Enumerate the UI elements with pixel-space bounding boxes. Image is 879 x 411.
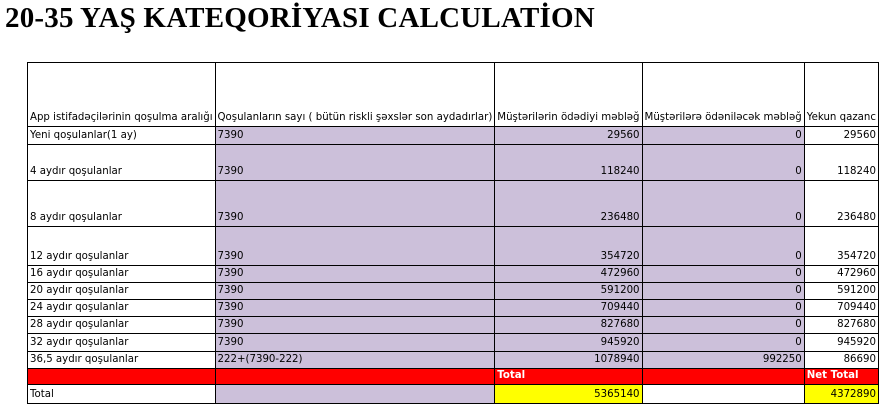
row-label[interactable]: 28 aydır qoşulanlar (28, 317, 216, 334)
row-count[interactable]: 222+(7390-222) (215, 352, 495, 369)
row-profit[interactable]: 472960 (804, 266, 878, 283)
header-count[interactable]: Qoşulanların sayı ( bütün riskli şəxslər son aydadırlar) (215, 63, 495, 127)
row-profit[interactable]: 118240 (804, 145, 878, 181)
total-row-label[interactable]: Total (28, 385, 216, 404)
row-count[interactable]: 7390 (215, 317, 495, 334)
row-count[interactable]: 7390 (215, 334, 495, 352)
table-row (28, 227, 879, 266)
red-cell[interactable] (642, 369, 804, 385)
row-profit[interactable]: 86690 (804, 352, 878, 369)
row-profit[interactable]: 945920 (804, 334, 878, 352)
total-row (28, 385, 879, 404)
row-label[interactable]: 32 aydır qoşulanlar (28, 334, 216, 352)
row-paid[interactable]: 29560 (495, 127, 642, 145)
table-row (28, 127, 879, 145)
net-total-value[interactable]: 4372890 (804, 385, 878, 404)
row-payable[interactable]: 0 (642, 145, 804, 181)
row-payable[interactable]: 0 (642, 283, 804, 300)
row-count[interactable]: 7390 (215, 300, 495, 317)
net-total-label[interactable]: Net Total (804, 369, 878, 385)
row-paid[interactable]: 472960 (495, 266, 642, 283)
red-cell[interactable] (28, 369, 216, 385)
row-label[interactable]: 20 aydır qoşulanlar (28, 283, 216, 300)
row-label[interactable]: 4 aydır qoşulanlar (28, 145, 216, 181)
row-label[interactable]: 12 aydır qoşulanlar (28, 227, 216, 266)
row-count[interactable]: 7390 (215, 227, 495, 266)
summary-label-row (28, 369, 879, 385)
row-profit[interactable]: 591200 (804, 283, 878, 300)
table-row (28, 317, 879, 334)
row-payable[interactable]: 0 (642, 334, 804, 352)
row-payable[interactable]: 0 (642, 127, 804, 145)
row-paid[interactable]: 591200 (495, 283, 642, 300)
total-row-payable[interactable] (642, 385, 804, 404)
row-payable[interactable]: 0 (642, 266, 804, 283)
total-label[interactable]: Total (495, 369, 642, 385)
calculation-table (27, 62, 879, 404)
row-profit[interactable]: 709440 (804, 300, 878, 317)
row-label[interactable]: 36,5 aydır qoşulanlar (28, 352, 216, 369)
row-profit[interactable]: 29560 (804, 127, 878, 145)
row-paid[interactable]: 118240 (495, 145, 642, 181)
row-label[interactable]: 8 aydır qoşulanlar (28, 181, 216, 227)
row-label[interactable]: Yeni qoşulanlar(1 ay) (28, 127, 216, 145)
table-row (28, 352, 879, 369)
table-row (28, 283, 879, 300)
row-label[interactable]: 24 aydır qoşulanlar (28, 300, 216, 317)
row-payable[interactable]: 0 (642, 300, 804, 317)
row-payable[interactable]: 0 (642, 317, 804, 334)
row-profit[interactable]: 236480 (804, 181, 878, 227)
row-paid[interactable]: 709440 (495, 300, 642, 317)
header-profit[interactable]: Yekun qazanc (804, 63, 878, 127)
paid-total-value[interactable]: 5365140 (495, 385, 642, 404)
row-count[interactable]: 7390 (215, 181, 495, 227)
table-row (28, 181, 879, 227)
red-cell[interactable] (215, 369, 495, 385)
row-label[interactable]: 16 aydır qoşulanlar (28, 266, 216, 283)
header-range[interactable]: App istifadəçilərinin qoşulma aralığı (28, 63, 216, 127)
row-count[interactable]: 7390 (215, 266, 495, 283)
table-row (28, 266, 879, 283)
row-count[interactable]: 7390 (215, 145, 495, 181)
table-row (28, 145, 879, 181)
row-profit[interactable]: 354720 (804, 227, 878, 266)
row-profit[interactable]: 827680 (804, 317, 878, 334)
header-row (28, 63, 879, 127)
total-row-count[interactable] (215, 385, 495, 404)
row-payable[interactable]: 0 (642, 181, 804, 227)
row-payable[interactable]: 992250 (642, 352, 804, 369)
page-title: 20-35 YAŞ KATEQORİYASI CALCULATİON (5, 2, 595, 34)
row-paid[interactable]: 354720 (495, 227, 642, 266)
row-count[interactable]: 7390 (215, 283, 495, 300)
row-paid[interactable]: 827680 (495, 317, 642, 334)
row-count[interactable]: 7390 (215, 127, 495, 145)
row-paid[interactable]: 945920 (495, 334, 642, 352)
row-paid[interactable]: 236480 (495, 181, 642, 227)
table-row (28, 300, 879, 317)
header-paid[interactable]: Müştərilərin ödədiyi məbləğ (495, 63, 642, 127)
row-paid[interactable]: 1078940 (495, 352, 642, 369)
row-payable[interactable]: 0 (642, 227, 804, 266)
table-row (28, 334, 879, 352)
header-payable[interactable]: Müştərilərə ödəniləcək məbləğ (642, 63, 804, 127)
